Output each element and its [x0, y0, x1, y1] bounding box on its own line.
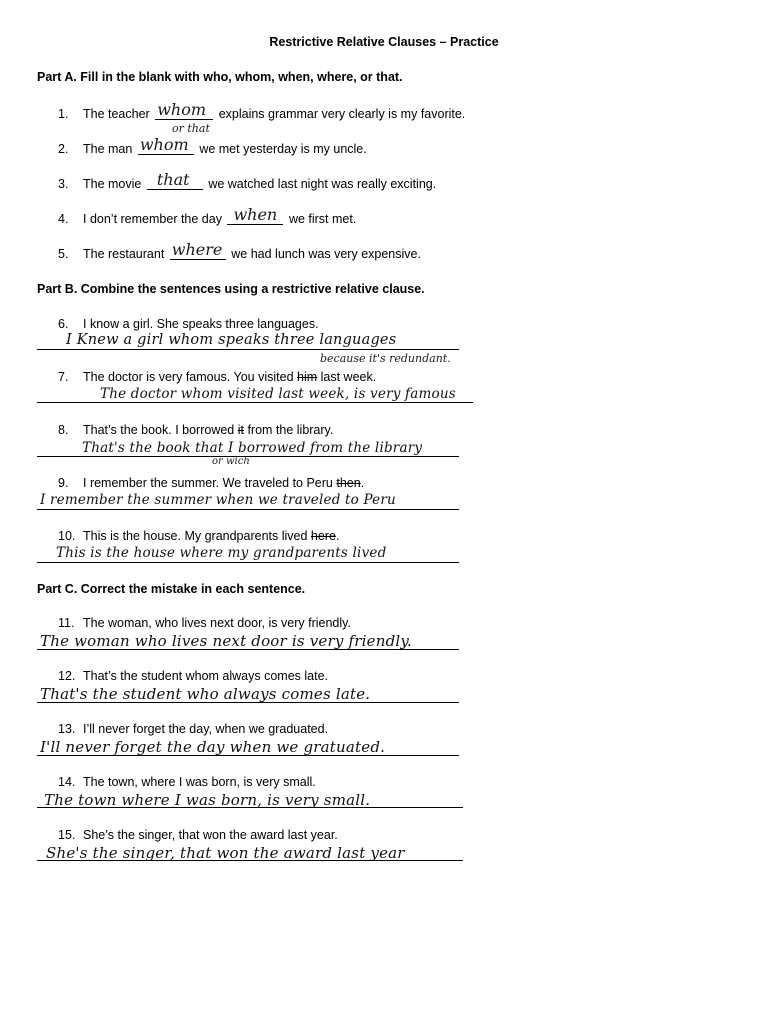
item-text-after: last week. [317, 370, 377, 384]
handwritten-answer: That's the book that I borrowed from the library [82, 440, 423, 456]
handwritten-answer: The doctor whom visited last week, is very famous [100, 386, 456, 402]
handwritten-answer: whom [139, 135, 189, 154]
item-text-after: . [335, 529, 340, 543]
item-text-before: The restaurant [83, 247, 165, 261]
part-b-item-6: 6. I know a girl. She speaks three languages. [58, 317, 319, 331]
answer-line[interactable] [37, 859, 463, 861]
part-c-item-12: 12. That’s the student whom always comes late. [58, 669, 329, 683]
item-text-after: we watched last night was really exciting. [208, 177, 437, 191]
part-a-item-5: 5. The restaurant where we had lunch was very expensive. [58, 240, 421, 261]
part-c-item-14: 14. The town, where I was born, is very small. [58, 775, 316, 789]
item-text-before: That’s the book. I borrowed [83, 423, 238, 437]
item-text-after: from the library. [243, 423, 334, 437]
answer-line[interactable] [37, 401, 473, 403]
answer-line[interactable] [37, 508, 459, 510]
item-text-after: we had lunch was very expensive. [231, 247, 421, 261]
item-text-after: we first met. [288, 212, 357, 226]
handwritten-answer: whom [157, 100, 207, 119]
answer-line[interactable] [37, 806, 463, 808]
struck-word: him [297, 370, 318, 384]
handwritten-answer: That's the student who always comes late. [40, 685, 371, 703]
handwritten-answer: This is the house where my grandparents lived [56, 545, 387, 561]
handwritten-note: or that [172, 122, 210, 135]
item-text: That’s the student whom always comes late. [83, 669, 329, 683]
item-text-before: The doctor is very famous. You visited [83, 370, 297, 384]
part-c-heading: Part C. Correct the mistake in each sentence. [37, 582, 306, 596]
item-text-after: . [360, 476, 365, 490]
part-b-item-7: 7. The doctor is very famous. You visited him last week. [58, 370, 377, 384]
handwritten-answer: She's the singer, that won the award last year [46, 844, 405, 862]
handwritten-answer: The woman who lives next door is very friendly. [40, 632, 413, 650]
part-c-item-15: 15. She’s the singer, that won the award last year. [58, 828, 338, 842]
item-text-before: I remember the summer. We traveled to Peru [83, 476, 337, 490]
struck-word: it [237, 423, 244, 437]
handwritten-answer: I remember the summer when we traveled to Peru [40, 492, 396, 508]
handwritten-answer: where [171, 240, 223, 259]
item-text-before: The movie [83, 177, 142, 191]
part-b-item-8: 8. That’s the book. I borrowed it from the library. [58, 423, 334, 437]
part-a-item-1: 1. The teacher whom explains grammar very clearly is my favorite. [58, 100, 466, 121]
item-text-before: I don’t remember the day [83, 212, 222, 226]
handwritten-answer: The town where I was born, is very small. [44, 791, 371, 809]
part-b-item-10: 10. This is the house. My grandparents lived here. [58, 529, 340, 543]
fill-blank[interactable] [227, 205, 283, 225]
handwritten-answer: I'll never forget the day when we gratuated. [40, 738, 386, 756]
item-text-after: we met yesterday is my uncle. [199, 142, 367, 156]
part-c-item-13: 13. I’ll never forget the day, when we graduated. [58, 722, 329, 736]
handwritten-answer: that [156, 170, 190, 189]
handwritten-note: because it's redundant. [320, 352, 451, 365]
item-text: The woman, who lives next door, is very friendly. [83, 616, 351, 630]
part-a-item-3: 3. The movie that we watched last night was really exciting. [58, 170, 437, 191]
item-text-after: explains grammar very clearly is my favorite. [218, 107, 466, 121]
item-text-before: The man [83, 142, 133, 156]
item-text-before: This is the house. My grandparents lived [83, 529, 311, 543]
part-a-item-2: 2. The man whom we met yesterday is my uncle. [58, 135, 367, 156]
handwritten-answer: when [233, 205, 278, 224]
part-a-item-4: 4. I don’t remember the day when we first met. [58, 205, 357, 226]
page-title: Restrictive Relative Clauses – Practice [269, 35, 499, 49]
handwritten-answer: I Knew a girl whom speaks three languages [66, 332, 397, 348]
item-text: The town, where I was born, is very small. [83, 775, 316, 789]
answer-line[interactable] [37, 648, 459, 650]
answer-line[interactable] [37, 754, 459, 756]
item-text: She’s the singer, that won the award last year. [83, 828, 338, 842]
item-text: I know a girl. She speaks three languages. [83, 317, 319, 331]
handwritten-note: or wich [212, 456, 250, 467]
item-text-before: The teacher [83, 107, 150, 121]
answer-line[interactable] [37, 701, 459, 703]
part-a-heading: Part A. Fill in the blank with who, whom, when, where, or that. [37, 70, 403, 84]
answer-line[interactable] [37, 561, 459, 563]
part-c-item-11: 11. The woman, who lives next door, is very friendly. [58, 616, 351, 630]
fill-blank[interactable] [147, 170, 203, 190]
part-b-item-9: 9. I remember the summer. We traveled to Peru then. [58, 476, 365, 490]
struck-word: then [336, 476, 361, 490]
answer-line[interactable] [37, 348, 459, 350]
fill-blank[interactable] [155, 100, 213, 120]
fill-blank[interactable] [170, 240, 226, 260]
part-b-heading: Part B. Combine the sentences using a restrictive relative clause. [37, 282, 425, 296]
struck-word: here [310, 529, 336, 543]
item-text: I’ll never forget the day, when we graduated. [83, 722, 329, 736]
fill-blank[interactable] [138, 135, 194, 155]
